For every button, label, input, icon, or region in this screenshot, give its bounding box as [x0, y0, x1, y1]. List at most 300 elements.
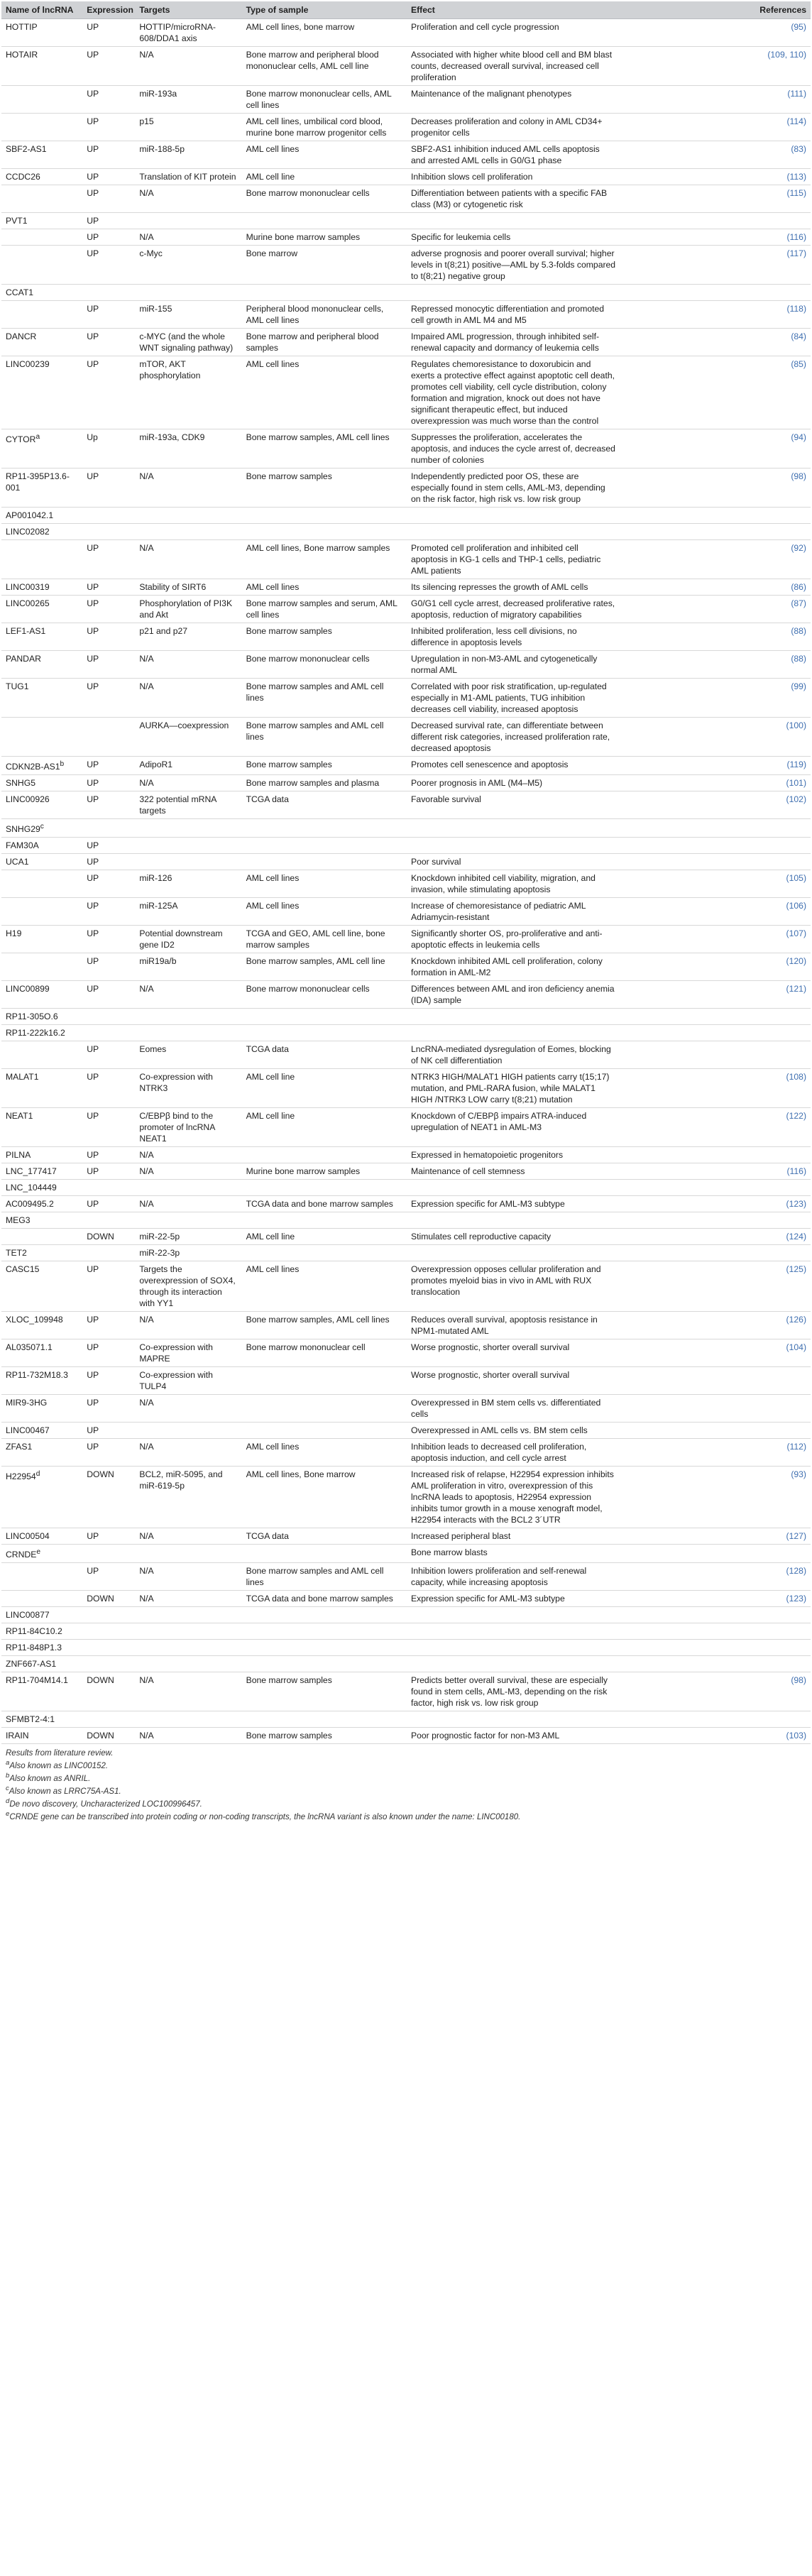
table-row: [1, 213, 811, 229]
table-row: [1, 468, 811, 508]
header-references: References: [620, 1, 811, 19]
footnote: Results from literature review.: [6, 1749, 114, 1758]
cell-expression: [82, 1545, 135, 1563]
table-row: [1, 898, 811, 926]
cell-name: H22954$^d$: [1, 1467, 82, 1528]
cell-sample-type: Bone marrow samples: [242, 468, 407, 508]
table-row: [1, 579, 811, 596]
cell-targets: [135, 1009, 241, 1025]
cell-targets: N/A: [135, 47, 241, 86]
cell-reference[interactable]: (121): [620, 981, 811, 1009]
cell-expression: UP: [82, 757, 135, 775]
cell-expression: UP: [82, 185, 135, 213]
cell-reference[interactable]: (116): [620, 1163, 811, 1180]
cell-name: CCAT1: [1, 285, 82, 301]
cell-sample-type: [242, 1395, 407, 1423]
cell-effect: Decreased survival rate, can differentiate between different risk categories, increased proliferation rate, decreased apoptosis: [407, 718, 620, 757]
table-row: [1, 285, 811, 301]
cell-effect: [407, 1640, 620, 1656]
cell-targets: [135, 1623, 241, 1640]
cell-targets: Potential downstream gene ID2: [135, 926, 241, 953]
cell-reference[interactable]: (85): [620, 356, 811, 429]
cell-reference: [620, 1212, 811, 1229]
cell-expression: UP: [82, 229, 135, 246]
cell-name: AP001042.1: [1, 508, 82, 524]
cell-name: SNHG5: [1, 775, 82, 791]
cell-effect: Decreases proliferation and colony in AML CD34+ progenitor cells: [407, 114, 620, 141]
cell-name: PVT1: [1, 213, 82, 229]
table-row: [1, 757, 811, 775]
cell-name: [1, 718, 82, 757]
cell-reference[interactable]: (93): [620, 1467, 811, 1528]
cell-reference: [620, 1009, 811, 1025]
cell-reference[interactable]: (98): [620, 1672, 811, 1711]
cell-sample-type: [242, 524, 407, 540]
cell-name: [1, 114, 82, 141]
cell-targets: N/A: [135, 651, 241, 679]
cell-effect: Significantly shorter OS, pro-proliferative and anti-apoptotic effects in leukemia cells: [407, 926, 620, 953]
table-row: [1, 1607, 811, 1623]
cell-effect: Overexpressed in AML cells vs. BM stem cells: [407, 1423, 620, 1439]
cell-sample-type: AML cell lines, Bone marrow: [242, 1467, 407, 1528]
cell-sample-type: Bone marrow samples: [242, 1728, 407, 1744]
cell-targets: BCL2, miR-5095, and miR-619-5p: [135, 1467, 241, 1528]
cell-targets: N/A: [135, 775, 241, 791]
cell-reference[interactable]: (123): [620, 1196, 811, 1212]
cell-reference[interactable]: (88): [620, 651, 811, 679]
cell-effect: Associated with higher white blood cell and BM blast counts, decreased overall survival, increased cell proliferation: [407, 47, 620, 86]
cell-targets: [135, 524, 241, 540]
cell-reference[interactable]: (109, 110): [620, 47, 811, 86]
cell-name: [1, 953, 82, 981]
cell-reference[interactable]: (112): [620, 1439, 811, 1467]
cell-reference[interactable]: (88): [620, 623, 811, 651]
table-row: [1, 1545, 811, 1563]
cell-reference[interactable]: (117): [620, 246, 811, 285]
table-row: [1, 1180, 811, 1196]
table-row: [1, 1656, 811, 1672]
cell-effect: [407, 524, 620, 540]
cell-reference: [620, 1711, 811, 1728]
table-row: [1, 1423, 811, 1439]
cell-expression: UP: [82, 1395, 135, 1423]
cell-expression: UP: [82, 981, 135, 1009]
cell-targets: Translation of KIT protein: [135, 169, 241, 185]
cell-expression: UP: [82, 953, 135, 981]
cell-sample-type: [242, 1607, 407, 1623]
cell-effect: Maintenance of cell stemness: [407, 1163, 620, 1180]
cell-targets: HOTTIP/microRNA-608/DDA1 axis: [135, 19, 241, 47]
cell-reference[interactable]: (92): [620, 540, 811, 579]
table-row: [1, 1623, 811, 1640]
cell-sample-type: Bone marrow samples, AML cell line: [242, 953, 407, 981]
cell-name: LINC00926: [1, 791, 82, 819]
cell-reference: [620, 1545, 811, 1563]
cell-name: NEAT1: [1, 1108, 82, 1147]
cell-targets: N/A: [135, 1591, 241, 1607]
cell-expression: UP: [82, 246, 135, 285]
cell-targets: N/A: [135, 1147, 241, 1163]
cell-expression: [82, 1009, 135, 1025]
cell-effect: [407, 819, 620, 838]
cell-targets: Phosphorylation of PI3K and Akt: [135, 596, 241, 623]
cell-reference[interactable]: (115): [620, 185, 811, 213]
cell-name: [1, 1591, 82, 1607]
cell-reference[interactable]: (101): [620, 775, 811, 791]
cell-reference[interactable]: (99): [620, 679, 811, 718]
cell-targets: p15: [135, 114, 241, 141]
table-row: [1, 1312, 811, 1339]
cell-expression: UP: [82, 870, 135, 898]
cell-expression: DOWN: [82, 1467, 135, 1528]
cell-expression: [82, 1711, 135, 1728]
cell-reference[interactable]: (95): [620, 19, 811, 47]
cell-expression: [82, 819, 135, 838]
cell-sample-type: [242, 1640, 407, 1656]
cell-sample-type: [242, 1545, 407, 1563]
cell-reference: [620, 1025, 811, 1041]
cell-sample-type: [242, 854, 407, 870]
cell-targets: [135, 819, 241, 838]
cell-effect: Reduces overall survival, apoptosis resistance in NPM1-mutated AML: [407, 1312, 620, 1339]
table-row: [1, 1563, 811, 1591]
cell-name: H19: [1, 926, 82, 953]
cell-sample-type: [242, 1423, 407, 1439]
cell-expression: UP: [82, 1367, 135, 1395]
cell-reference[interactable]: (83): [620, 141, 811, 169]
cell-reference[interactable]: (98): [620, 468, 811, 508]
cell-name: RP11-222k16.2: [1, 1025, 82, 1041]
cell-expression: [82, 508, 135, 524]
cell-targets: [135, 285, 241, 301]
cell-effect: Increased risk of relapse, H22954 expression inhibits AML proliferation in vitro, overexpression of this lncRNA leads to apoptosis, H22954 expression inhibits tumor growth in a mouse xenograft model, H22954 interacts with the BCL2 3´UTR: [407, 1467, 620, 1528]
cell-effect: [407, 1025, 620, 1041]
cell-expression: UP: [82, 1339, 135, 1367]
cell-reference: [620, 1395, 811, 1423]
table-row: [1, 429, 811, 468]
cell-effect: Inhibition leads to decreased cell proliferation, apoptosis induction, and cell cycle arrest: [407, 1439, 620, 1467]
cell-targets: [135, 1545, 241, 1563]
cell-effect: [407, 1623, 620, 1640]
table-row: [1, 1041, 811, 1069]
cell-name: PILNA: [1, 1147, 82, 1163]
cell-effect: NTRK3 HIGH/MALAT1 HIGH patients carry t(15;17) mutation, and PML-RARA fusion, while MALAT1 HIGH /NTRK3 LOW carry t(8;21) mutation: [407, 1069, 620, 1108]
cell-targets: c-MYC (and the whole WNT signaling pathway): [135, 329, 241, 356]
cell-name: MALAT1: [1, 1069, 82, 1108]
table-row: [1, 981, 811, 1009]
cell-reference[interactable]: (103): [620, 1728, 811, 1744]
cell-reference[interactable]: (105): [620, 870, 811, 898]
cell-effect: Promotes cell senescence and apoptosis: [407, 757, 620, 775]
cell-expression: [82, 1245, 135, 1261]
cell-sample-type: Bone marrow mononuclear cells: [242, 185, 407, 213]
cell-effect: Inhibition slows cell proliferation: [407, 169, 620, 185]
table-row: [1, 953, 811, 981]
cell-name: SFMBT2-4:1: [1, 1711, 82, 1728]
table-row: [1, 775, 811, 791]
table-row: [1, 1009, 811, 1025]
cell-reference[interactable]: (123): [620, 1591, 811, 1607]
cell-reference[interactable]: (87): [620, 596, 811, 623]
cell-reference[interactable]: (125): [620, 1261, 811, 1312]
cell-reference[interactable]: (126): [620, 1312, 811, 1339]
cell-effect: Overexpression opposes cellular proliferation and promotes myeloid bias in vivo in AML with RUX translocation: [407, 1261, 620, 1312]
cell-expression: UP: [82, 47, 135, 86]
cell-expression: UP: [82, 926, 135, 953]
cell-name: HOTAIR: [1, 47, 82, 86]
cell-expression: [82, 1623, 135, 1640]
cell-sample-type: [242, 1367, 407, 1395]
cell-effect: Expression specific for AML-M3 subtype: [407, 1591, 620, 1607]
cell-expression: UP: [82, 301, 135, 329]
cell-name: LINC00467: [1, 1423, 82, 1439]
cell-sample-type: AML cell lines: [242, 141, 407, 169]
cell-targets: C/EBPβ bind to the promoter of lncRNA NEAT1: [135, 1108, 241, 1147]
cell-name: RP11-305O.6: [1, 1009, 82, 1025]
lncrna-table: [1, 1, 811, 1744]
cell-targets: N/A: [135, 1439, 241, 1467]
table-header-row: [1, 1, 811, 19]
cell-effect: Favorable survival: [407, 791, 620, 819]
cell-sample-type: TCGA data and bone marrow samples: [242, 1196, 407, 1212]
cell-expression: UP: [82, 141, 135, 169]
table-row: [1, 870, 811, 898]
cell-effect: Poorer prognosis in AML (M4–M5): [407, 775, 620, 791]
cell-effect: adverse prognosis and poorer overall survival; higher levels in t(8;21) positive—AML by 5.3-folds compared to t(8;21) negative group: [407, 246, 620, 285]
cell-effect: [407, 1607, 620, 1623]
cell-targets: N/A: [135, 229, 241, 246]
cell-name: [1, 229, 82, 246]
cell-expression: UP: [82, 356, 135, 429]
cell-sample-type: [242, 1623, 407, 1640]
cell-sample-type: AML cell lines: [242, 1439, 407, 1467]
cell-sample-type: TCGA data: [242, 791, 407, 819]
cell-reference: [620, 1607, 811, 1623]
cell-targets: miR-188-5p: [135, 141, 241, 169]
cell-expression: [82, 524, 135, 540]
cell-reference[interactable]: (113): [620, 169, 811, 185]
cell-effect: Knockdown of C/EBPβ impairs ATRA-induced upregulation of NEAT1 in AML-M3: [407, 1108, 620, 1147]
cell-reference[interactable]: (94): [620, 429, 811, 468]
cell-sample-type: Bone marrow and peripheral blood samples: [242, 329, 407, 356]
cell-targets: Co-expression with NTRK3: [135, 1069, 241, 1108]
cell-expression: UP: [82, 1163, 135, 1180]
cell-expression: UP: [82, 854, 135, 870]
cell-reference[interactable]: (119): [620, 757, 811, 775]
table-row: [1, 185, 811, 213]
table-row: [1, 329, 811, 356]
cell-expression: UP: [82, 651, 135, 679]
cell-name: AL035071.1: [1, 1339, 82, 1367]
cell-reference[interactable]: (86): [620, 579, 811, 596]
cell-targets: N/A: [135, 1312, 241, 1339]
cell-targets: N/A: [135, 1563, 241, 1591]
cell-reference: [620, 838, 811, 854]
cell-expression: UP: [82, 329, 135, 356]
cell-expression: UP: [82, 679, 135, 718]
cell-reference[interactable]: (124): [620, 1229, 811, 1245]
cell-name: CDKN2B-AS1$^b$: [1, 757, 82, 775]
cell-targets: miR-193a: [135, 86, 241, 114]
table-row: [1, 114, 811, 141]
cell-sample-type: Bone marrow samples and AML cell lines: [242, 679, 407, 718]
cell-effect: [407, 285, 620, 301]
cell-expression: UP: [82, 213, 135, 229]
cell-expression: [82, 1607, 135, 1623]
cell-sample-type: Murine bone marrow samples: [242, 1163, 407, 1180]
table-row: [1, 508, 811, 524]
table-row: [1, 1528, 811, 1545]
table-row: [1, 141, 811, 169]
cell-sample-type: [242, 1212, 407, 1229]
cell-name: LEF1-AS1: [1, 623, 82, 651]
cell-name: [1, 898, 82, 926]
cell-sample-type: AML cell lines: [242, 356, 407, 429]
cell-reference[interactable]: (106): [620, 898, 811, 926]
cell-name: TUG1: [1, 679, 82, 718]
cell-expression: UP: [82, 1439, 135, 1467]
table-row: [1, 1591, 811, 1607]
table-row: [1, 19, 811, 47]
cell-reference[interactable]: (100): [620, 718, 811, 757]
cell-targets: Targets the overexpression of SOX4, through its interaction with YY1: [135, 1261, 241, 1312]
cell-reference[interactable]: (118): [620, 301, 811, 329]
table-row: [1, 301, 811, 329]
cell-expression: [82, 718, 135, 757]
cell-reference[interactable]: (114): [620, 114, 811, 141]
cell-sample-type: [242, 508, 407, 524]
cell-effect: Specific for leukemia cells: [407, 229, 620, 246]
cell-reference[interactable]: (84): [620, 329, 811, 356]
table-row: [1, 623, 811, 651]
cell-reference[interactable]: (104): [620, 1339, 811, 1367]
cell-expression: UP: [82, 791, 135, 819]
cell-effect: Differentiation between patients with a specific FAB class (M3) or cytogenetic risk: [407, 185, 620, 213]
cell-name: LINC00504: [1, 1528, 82, 1545]
cell-sample-type: [242, 1009, 407, 1025]
cell-sample-type: AML cell lines, umbilical cord blood, murine bone marrow progenitor cells: [242, 114, 407, 141]
cell-reference[interactable]: (107): [620, 926, 811, 953]
cell-reference[interactable]: (120): [620, 953, 811, 981]
cell-sample-type: Bone marrow mononuclear cells: [242, 981, 407, 1009]
header-name: Name of lncRNA: [1, 1, 82, 19]
table-row: [1, 1367, 811, 1395]
cell-reference: [620, 1640, 811, 1656]
cell-sample-type: Bone marrow samples and AML cell lines: [242, 1563, 407, 1591]
cell-targets: Stability of SIRT6: [135, 579, 241, 596]
cell-effect: Expressed in hematopoietic progenitors: [407, 1147, 620, 1163]
cell-name: SBF2-AS1: [1, 141, 82, 169]
cell-effect: G0/G1 cell cycle arrest, decreased proliferative rates, apoptosis, reduction of migratory capabilities: [407, 596, 620, 623]
cell-expression: UP: [82, 86, 135, 114]
cell-expression: Up: [82, 429, 135, 468]
cell-sample-type: [242, 1025, 407, 1041]
table-row: [1, 1108, 811, 1147]
cell-sample-type: Bone marrow samples: [242, 623, 407, 651]
cell-sample-type: Bone marrow and peripheral blood mononuclear cells, AML cell line: [242, 47, 407, 86]
cell-sample-type: AML cell line: [242, 1069, 407, 1108]
cell-sample-type: Bone marrow samples, AML cell lines: [242, 1312, 407, 1339]
cell-sample-type: Peripheral blood mononuclear cells, AML cell lines: [242, 301, 407, 329]
cell-reference[interactable]: (116): [620, 229, 811, 246]
cell-targets: AURKA—coexpression: [135, 718, 241, 757]
cell-targets: [135, 1180, 241, 1196]
cell-expression: [82, 1656, 135, 1672]
cell-expression: [82, 1640, 135, 1656]
table-row: [1, 1196, 811, 1212]
cell-effect: Worse prognostic, shorter overall survival: [407, 1367, 620, 1395]
cell-expression: UP: [82, 169, 135, 185]
cell-sample-type: Bone marrow samples and plasma: [242, 775, 407, 791]
cell-expression: UP: [82, 1108, 135, 1147]
cell-sample-type: Bone marrow mononuclear cell: [242, 1339, 407, 1367]
cell-effect: Upregulation in non-M3-AML and cytogenetically normal AML: [407, 651, 620, 679]
cell-targets: [135, 1656, 241, 1672]
cell-targets: [135, 1212, 241, 1229]
cell-name: UCA1: [1, 854, 82, 870]
cell-name: RP11-395P13.6-001: [1, 468, 82, 508]
cell-targets: miR-125A: [135, 898, 241, 926]
cell-name: XLOC_109948: [1, 1312, 82, 1339]
cell-targets: N/A: [135, 1196, 241, 1212]
cell-targets: 322 potential mRNA targets: [135, 791, 241, 819]
cell-effect: Inhibited proliferation, less cell divisions, no difference in apoptosis levels: [407, 623, 620, 651]
cell-effect: SBF2-AS1 inhibition induced AML cells apoptosis and arrested AML cells in G0/G1 phase: [407, 141, 620, 169]
cell-effect: [407, 1212, 620, 1229]
cell-name: [1, 86, 82, 114]
table-row: [1, 718, 811, 757]
cell-reference[interactable]: (128): [620, 1563, 811, 1591]
cell-name: LNC_177417: [1, 1163, 82, 1180]
header-expression: Expression: [82, 1, 135, 19]
cell-reference[interactable]: (108): [620, 1069, 811, 1108]
cell-effect: Maintenance of the malignant phenotypes: [407, 86, 620, 114]
cell-reference: [620, 1041, 811, 1069]
cell-targets: miR-22-5p: [135, 1229, 241, 1245]
table-row: [1, 169, 811, 185]
cell-reference[interactable]: (111): [620, 86, 811, 114]
cell-sample-type: AML cell lines, bone marrow: [242, 19, 407, 47]
cell-expression: UP: [82, 114, 135, 141]
header-sample-type: Type of sample: [242, 1, 407, 19]
table-row: [1, 356, 811, 429]
cell-reference: [620, 1245, 811, 1261]
cell-name: LINC00265: [1, 596, 82, 623]
cell-reference[interactable]: (122): [620, 1108, 811, 1147]
table-row: [1, 1069, 811, 1108]
cell-effect: Overexpressed in BM stem cells vs. differentiated cells: [407, 1395, 620, 1423]
cell-expression: UP: [82, 1312, 135, 1339]
table-body: [1, 19, 811, 1744]
cell-sample-type: Bone marrow: [242, 246, 407, 285]
cell-expression: UP: [82, 596, 135, 623]
cell-targets: N/A: [135, 981, 241, 1009]
cell-effect: Bone marrow blasts: [407, 1545, 620, 1563]
cell-sample-type: Bone marrow mononuclear cells, AML cell lines: [242, 86, 407, 114]
cell-targets: N/A: [135, 540, 241, 579]
cell-targets: c-Myc: [135, 246, 241, 285]
table-row: [1, 819, 811, 838]
cell-expression: UP: [82, 1423, 135, 1439]
table-row: [1, 651, 811, 679]
cell-effect: LncRNA-mediated dysregulation of Eomes, blocking of NK cell differentiation: [407, 1041, 620, 1069]
cell-expression: UP: [82, 1196, 135, 1212]
cell-reference[interactable]: (102): [620, 791, 811, 819]
cell-reference[interactable]: (127): [620, 1528, 811, 1545]
cell-effect: [407, 508, 620, 524]
table-row: [1, 926, 811, 953]
cell-sample-type: TCGA data and bone marrow samples: [242, 1591, 407, 1607]
